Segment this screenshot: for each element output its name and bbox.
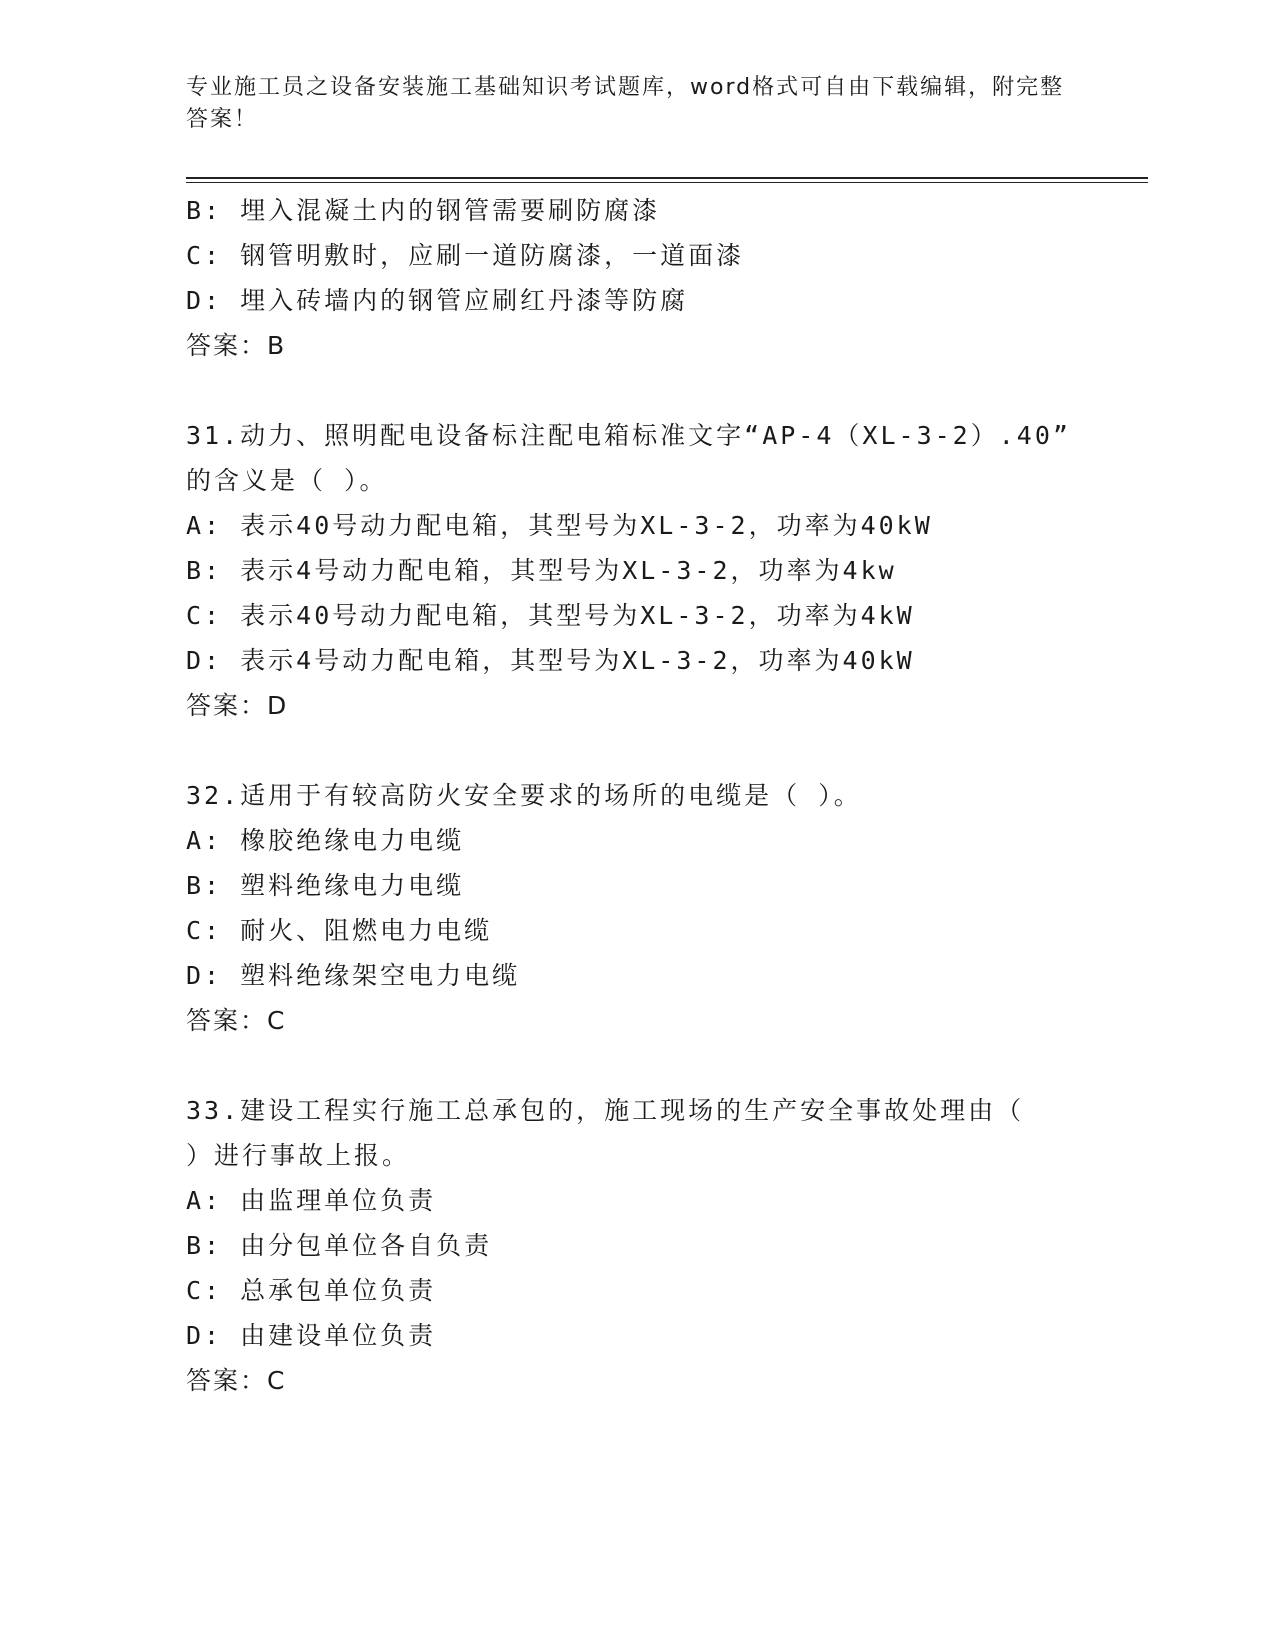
option-c: C: 钢管明敷时，应刷一道防腐漆，一道面漆 — [186, 241, 745, 270]
option-d: D: 由建设单位负责 — [186, 1321, 437, 1350]
option-c: C: 耐火、阻燃电力电缆 — [186, 916, 493, 945]
option-a: A: 表示40号动力配电箱，其型号为XL-3-2，功率为40kW — [186, 511, 933, 540]
spacer — [186, 368, 1066, 413]
answer: 答案：C — [186, 1366, 287, 1395]
answer: 答案：C — [186, 1006, 287, 1035]
document-header: 专业施工员之设备安装施工基础知识考试题库，word格式可自由下载编辑，附完整答案！ — [186, 75, 1065, 132]
question-stem: 33.建设工程实行施工总承包的，施工现场的生产安全事故处理由（ — [186, 1096, 1025, 1125]
answer: 答案：D — [186, 691, 289, 720]
question-stem: 32.适用于有较高防火安全要求的场所的电缆是（ ）。 — [186, 781, 862, 810]
option-b: B: 由分包单位各自负责 — [186, 1231, 493, 1260]
question-30-continued — [186, 188, 1066, 368]
question-33 — [186, 1088, 1066, 1403]
option-d: D: 表示4号动力配电箱，其型号为XL-3-2，功率为40kW — [186, 646, 915, 675]
spacer — [186, 1043, 1066, 1088]
option-a: A: 由监理单位负责 — [186, 1186, 437, 1215]
option-d: D: 塑料绝缘架空电力电缆 — [186, 961, 521, 990]
option-b: B: 埋入混凝土内的钢管需要刷防腐漆 — [186, 196, 661, 225]
option-a: A: 橡胶绝缘电力电缆 — [186, 826, 465, 855]
option-c: C: 表示40号动力配电箱，其型号为XL-3-2，功率为4kW — [186, 601, 915, 630]
question-31 — [186, 413, 1071, 728]
header-divider-thick — [186, 177, 1148, 179]
question-list — [186, 188, 1071, 1403]
header-divider-thin — [186, 182, 1148, 183]
option-b: B: 塑料绝缘电力电缆 — [186, 871, 465, 900]
option-c: C: 总承包单位负责 — [186, 1276, 437, 1305]
answer: 答案：B — [186, 331, 287, 360]
question-stem-continued: ）进行事故上报。 — [186, 1141, 411, 1170]
question-32 — [186, 773, 1066, 1043]
option-d: D: 埋入砖墙内的钢管应刷红丹漆等防腐 — [186, 286, 689, 315]
option-b: B: 表示4号动力配电箱，其型号为XL-3-2，功率为4kw — [186, 556, 897, 585]
question-stem-continued: 的含义是（ ）。 — [186, 466, 388, 495]
spacer — [186, 728, 1066, 773]
question-stem: 31.动力、照明配电设备标注配电箱标准文字“AP-4（XL-3-2）.40” — [186, 421, 1071, 450]
